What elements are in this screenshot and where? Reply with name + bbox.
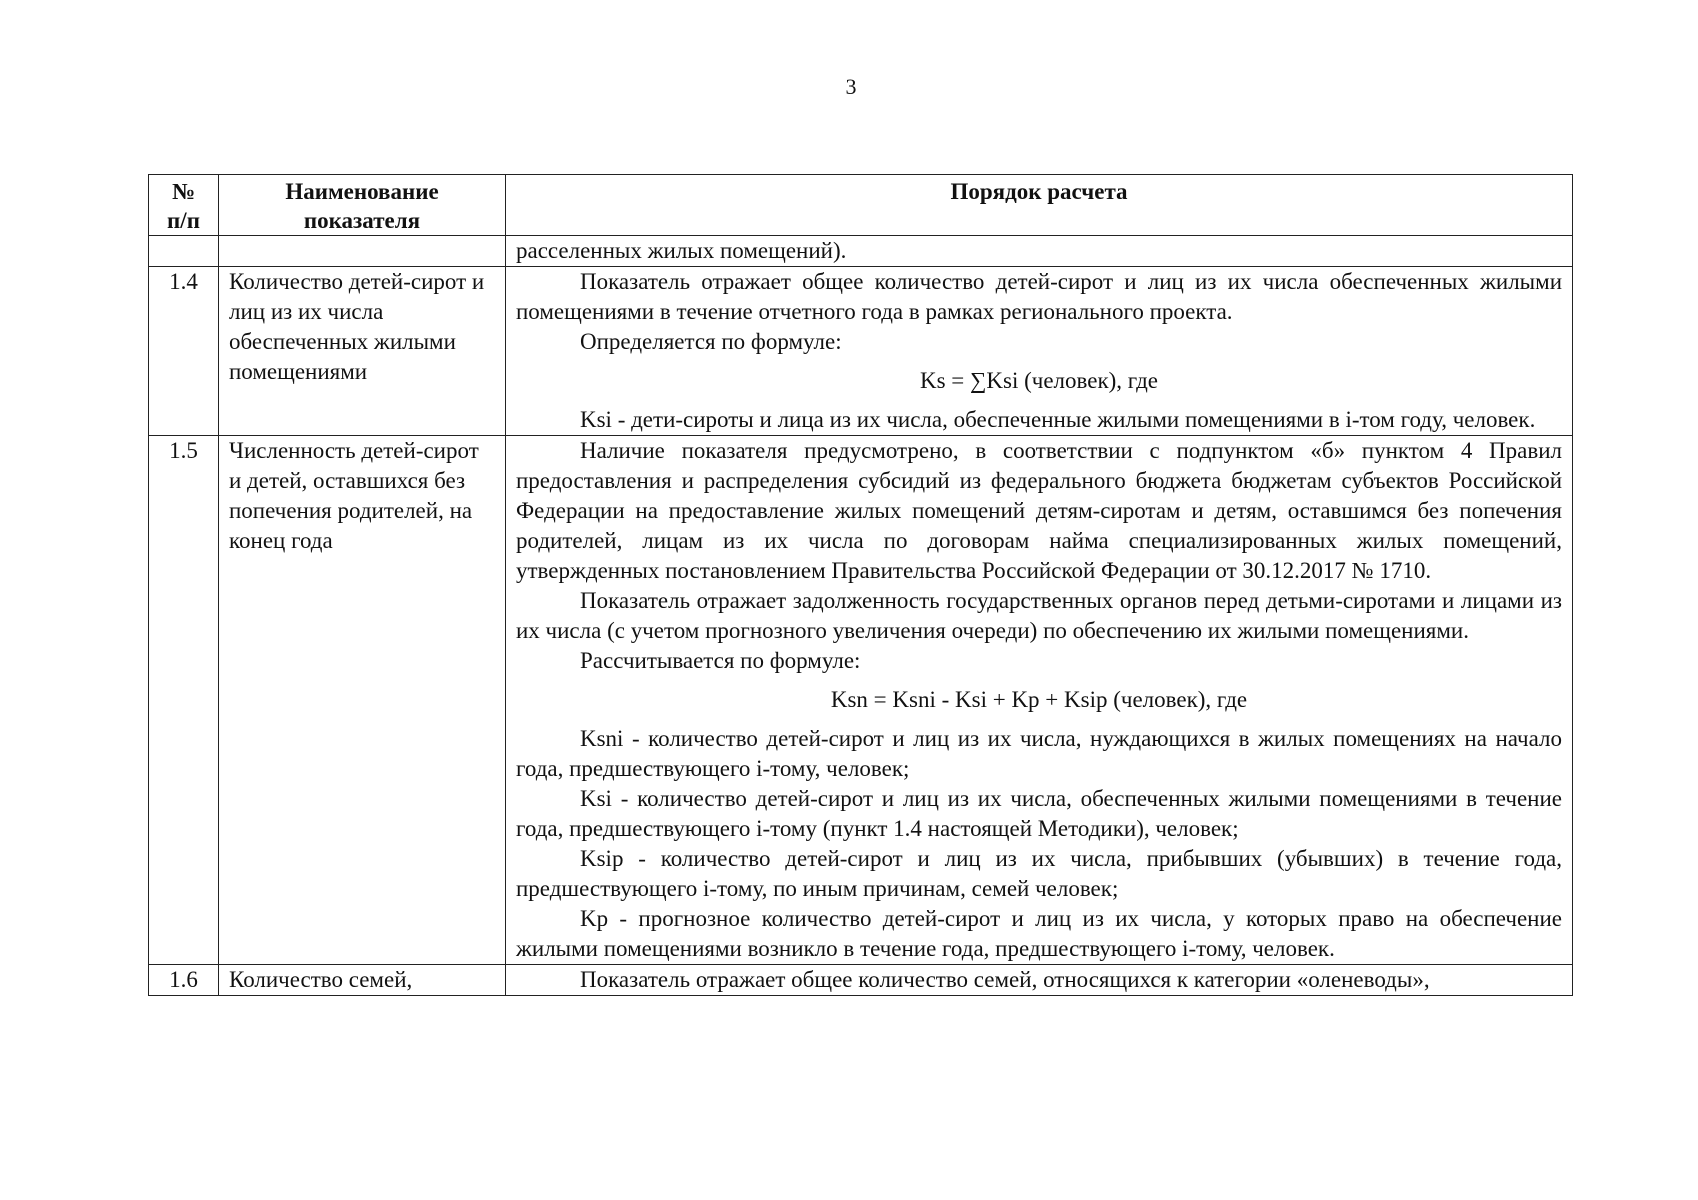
table-row (149, 436, 1573, 965)
table-header-row (149, 175, 1573, 236)
table-row (149, 267, 1573, 436)
indicator-name: Количество детей-сирот и лиц из их числа обеспеченных жилыми помещениями (219, 267, 506, 436)
paragraph: Показатель отражает общее количество детей-сирот и лиц из их числа обеспеченных жилыми помещениями в течение отчетного года в рамках регионального проекта. (516, 269, 1562, 324)
definition: Ksi - количество детей-сирот и лиц из их числа, обеспеченных жилыми помещениями в течение года, предшествующего i-тому (пункт 1.4 настоящей Методики), человек; (516, 786, 1562, 841)
definition: Kp - прогнозное количество детей-сирот и лиц из их числа, у которых право на обеспечение жилыми помещениями возникло в течение года, предшествующего i-тому, человек. (516, 906, 1562, 961)
calculation-cell (506, 436, 1573, 965)
indicators-table (148, 174, 1573, 996)
page-number: 3 (845, 74, 857, 99)
formula: Ks = ∑Ksi (человек), где (919, 368, 1158, 393)
calculation-cell (506, 965, 1573, 996)
header-num-line1: № (171, 179, 196, 204)
cell-num (149, 236, 219, 267)
formula: Ksn = Ksni - Ksi + Kp + Ksip (человек), где (830, 687, 1248, 712)
indicator-name: Численность детей-сирот и детей, оставшихся без попечения родителей, на конец года (219, 436, 506, 965)
paragraph: Рассчитывается по формуле: (580, 648, 861, 673)
header-name-line1: Наименование (285, 179, 439, 204)
header-num (149, 175, 219, 236)
calculation-cell (506, 267, 1573, 436)
table-row (149, 236, 1573, 267)
paragraph: Показатель отражает общее количество семей, относящихся к категории «оленеводы», (580, 967, 1430, 992)
definition: Ksi - дети-сироты и лица из их числа, обеспеченные жилыми помещениями в i-том году, человек. (580, 407, 1536, 432)
table-row (149, 965, 1573, 996)
definition: Ksip - количество детей-сирот и лиц из их числа, прибывших (убывших) в течение года, предшествующего i-тому, по иным причинам, семей человек; (516, 846, 1562, 901)
header-calc: Порядок расчета (506, 175, 1573, 236)
paragraph: Наличие показателя предусмотрено, в соответствии с подпунктом «б» пунктом 4 Правил предоставления и распределения субсидий из федерального бюджета бюджетам субъектов Российской Федерации на предоставление жилых помещений детям-сиротам и детям, оставшимся без попечения родителей, лицам из их числа по договорам найма специализированных жилых помещений, утвержденных постановлением Правительства Российской Федерации от 30.12.2017 № 1710. (516, 438, 1562, 583)
row-number: 1.5 (149, 436, 219, 965)
row-number: 1.6 (149, 965, 219, 996)
paragraph: Показатель отражает задолженность государственных органов перед детьми-сиротами и лицами из их числа (с учетом прогнозного увеличения очереди) по обеспечению их жилыми помещениями. (516, 588, 1562, 643)
indicator-name: Количество семей, (219, 965, 506, 996)
definition: Ksni - количество детей-сирот и лиц из их числа, нуждающихся в жилых помещениях на начало года, предшествующего i-тому, человек; (516, 726, 1562, 781)
header-num-line2: п/п (167, 208, 200, 233)
cell-name (219, 236, 506, 267)
paragraph: Определяется по формуле: (580, 329, 842, 354)
continuation-text: расселенных жилых помещений). (516, 238, 847, 263)
cell-calc (506, 236, 1573, 267)
header-name (219, 175, 506, 236)
header-name-line2: показателя (303, 208, 421, 233)
row-number: 1.4 (149, 267, 219, 436)
